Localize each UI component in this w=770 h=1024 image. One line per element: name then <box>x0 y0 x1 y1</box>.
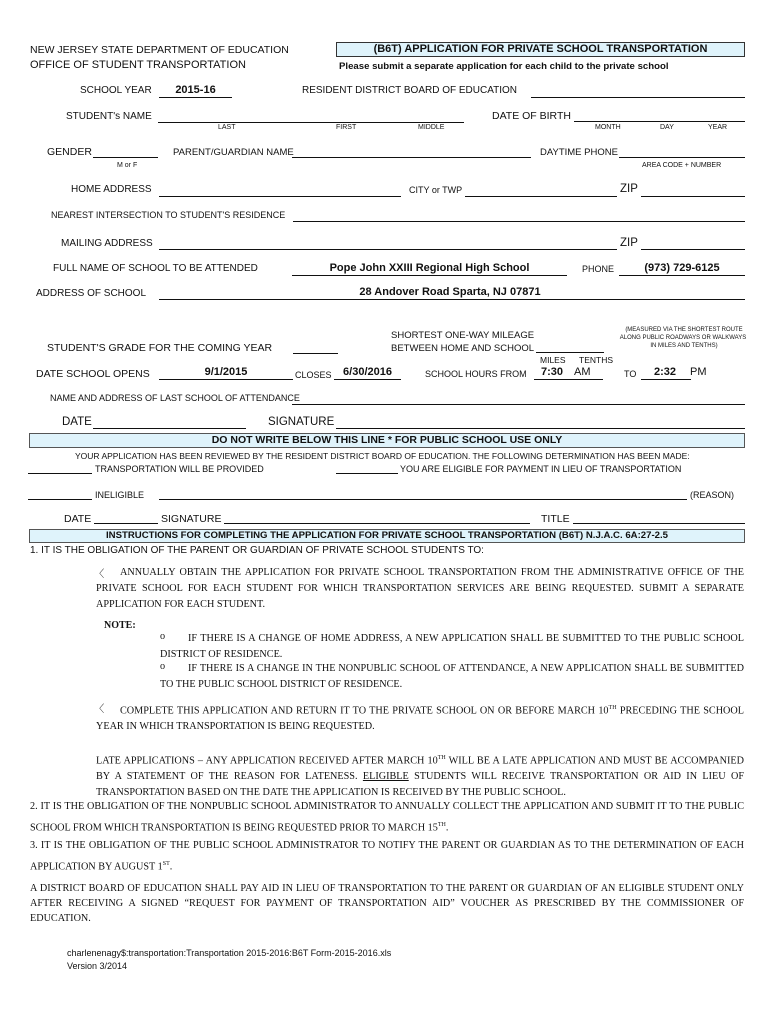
instructions-band: INSTRUCTIONS FOR COMPLETING THE APPLICATION FOR PRIVATE SCHOOL TRANSPORTATION (B6T) N.J.A.C. 6A:27-2.5 <box>29 529 745 543</box>
city-label: CITY or TWP <box>409 185 463 195</box>
school-year-label: SCHOOL YEAR <box>80 85 152 96</box>
mailing-address-label: MAILING ADDRESS <box>61 238 153 249</box>
parent-date-line[interactable] <box>93 428 246 429</box>
am-label: AM <box>574 366 591 378</box>
official-use-band: DO NOT WRITE BELOW THIS LINE * FOR PUBLIC SCHOOL USE ONLY <box>29 433 745 448</box>
instruction-item-1: 1. IT IS THE OBLIGATION OF THE PARENT OR GUARDIAN OF PRIVATE SCHOOL STUDENTS TO: <box>30 545 484 556</box>
students-name-label: STUDENT's NAME <box>66 111 152 122</box>
miles-caption: MILES <box>540 355 566 365</box>
footer-version: Version 3/2014 <box>67 961 128 971</box>
official-title-label: TITLE <box>541 513 570 525</box>
dob-day-caption: DAY <box>660 124 674 131</box>
school-phone-line <box>619 275 745 276</box>
parent-signature-label: SIGNATURE <box>268 416 335 428</box>
resident-district-label: RESIDENT DISTRICT BOARD OF EDUCATION <box>302 85 518 96</box>
gender-label: GENDER <box>47 146 92 158</box>
district-aid-paragraph: A DISTRICT BOARD OF EDUCATION SHALL PAY AID IN LIEU OF TRANSPORTATION TO THE PARENT OR GUARDIAN OF AN ELIGIBLE STUDENT ONLY AFTER RECEIVING A SIGNED “REQUEST FOR PAYMENT OF TRANSPORTATION AID” VOUCHER AS PRESCRIBED BY THE COMMISSIONER OF EDUCATION. <box>30 883 744 924</box>
official-title-line[interactable] <box>573 523 745 524</box>
phone-caption: AREA CODE + NUMBER <box>642 162 722 169</box>
office-name: OFFICE OF STUDENT TRANSPORTATION <box>30 59 246 71</box>
eligible-aid-label: YOU ARE ELIGIBLE FOR PAYMENT IN LIEU OF TRANSPORTATION <box>400 464 682 474</box>
note-item-1: IF THERE IS A CHANGE OF HOME ADDRESS, A NEW APPLICATION SHALL BE SUBMITTED TO THE PUBLIC SCHOOL DISTRICT OF RESIDENCE. <box>160 633 744 660</box>
home-address-line[interactable] <box>159 196 401 197</box>
parent-date-label: DATE <box>62 416 92 428</box>
eligible-aid-line[interactable] <box>336 473 398 474</box>
school-year-value[interactable]: 2015-16 <box>175 84 216 96</box>
mailing-address-line[interactable] <box>159 249 617 250</box>
last-name-caption: LAST <box>218 124 236 131</box>
bullet-icon-2: 〈 <box>94 704 105 715</box>
measured-note-1: (MEASURED VIA THE SHORTEST ROUTE <box>625 327 743 333</box>
closes-line <box>334 379 401 380</box>
intersection-label: NEAREST INTERSECTION TO STUDENT'S RESIDENCE <box>51 210 286 220</box>
footer-file-path: charlenenagy$:transportation:Transportation 2015-2016:B6T Form-2015-2016.xls <box>67 948 392 958</box>
parent-guardian-line[interactable] <box>292 157 531 158</box>
instruction-b1: ANNUALLY OBTAIN THE APPLICATION FOR PRIVATE SCHOOL TRANSPORTATION FROM THE ADMINISTRATIVE OFFICE OF THE PRIVATE SCHOOL FOR EACH STUDENT FOR WHICH TRANSPORTATION SERVICES ARE BEING REQUESTED. SUBMIT A SEPARATE APPLICATION FOR EACH STUDENT. <box>96 567 744 610</box>
daytime-phone-label: DAYTIME PHONE <box>540 147 618 158</box>
official-signature-line[interactable] <box>224 523 530 524</box>
official-signature-label: SIGNATURE <box>161 513 222 525</box>
parent-signature-line[interactable] <box>336 428 745 429</box>
daytime-phone-line[interactable] <box>619 157 745 158</box>
city-line[interactable] <box>465 196 617 197</box>
school-address-line <box>159 299 745 300</box>
official-date-line[interactable] <box>94 523 158 524</box>
dob-label: DATE OF BIRTH <box>492 110 571 122</box>
zip-line[interactable] <box>641 196 745 197</box>
form-subtitle: Please submit a separate application for each child to the private school <box>339 61 669 72</box>
ineligible-line[interactable] <box>28 499 92 500</box>
mailing-zip-label: ZIP <box>620 237 638 249</box>
school-phone-value[interactable]: (973) 729-6125 <box>644 262 720 274</box>
hours-to-value[interactable]: 2:32 <box>653 366 677 378</box>
hours-from-line <box>534 379 603 380</box>
parent-guardian-label: PARENT/GUARDIAN NAME <box>173 147 294 158</box>
school-address-label: ADDRESS OF SCHOOL <box>36 288 147 299</box>
provided-line[interactable] <box>28 473 92 474</box>
last-school-line[interactable] <box>292 404 745 405</box>
form-title: (B6T) APPLICATION FOR PRIVATE SCHOOL TRANSPORTATION <box>336 42 745 57</box>
school-phone-label: PHONE <box>582 264 615 274</box>
dob-month-caption: MONTH <box>595 124 621 131</box>
mileage-label-1: SHORTEST ONE-WAY MILEAGE <box>391 330 535 341</box>
circle-bullet-icon-2: o <box>160 661 166 672</box>
gender-line[interactable] <box>93 157 158 158</box>
date-opens-value[interactable]: 9/1/2015 <box>204 366 248 378</box>
dob-line[interactable] <box>574 121 745 122</box>
hours-to-line <box>641 379 691 380</box>
closes-label: CLOSES <box>295 370 332 380</box>
bullet-icon: 〈 <box>94 569 105 580</box>
date-opens-line <box>159 379 293 380</box>
note-item-2: IF THERE IS A CHANGE IN THE NONPUBLIC SCHOOL OF ATTENDANCE, A NEW APPLICATION SHALL BE SUBMITTED TO THE PUBLIC SCHOOL DISTRICT OF RESIDENCE. <box>160 663 744 690</box>
first-name-caption: FIRST <box>336 124 357 131</box>
home-address-label: HOME ADDRESS <box>71 184 152 195</box>
school-hours-label: SCHOOL HOURS FROM <box>425 369 527 379</box>
last-school-label: NAME AND ADDRESS OF LAST SCHOOL OF ATTENDANCE <box>50 393 300 403</box>
department-name: NEW JERSEY STATE DEPARTMENT OF EDUCATION <box>30 44 289 56</box>
resident-district-line[interactable] <box>531 97 745 98</box>
pm-label: PM <box>690 366 707 378</box>
middle-name-caption: MIDDLE <box>418 124 445 131</box>
measured-note-2: ALONG PUBLIC ROADWAYS OR WALKWAYS <box>619 335 747 341</box>
students-name-line[interactable] <box>158 122 464 123</box>
ineligible-label: INELIGIBLE <box>95 490 145 500</box>
school-address-value[interactable]: 28 Andover Road Sparta, NJ 07871 <box>359 286 541 298</box>
reason-line[interactable] <box>159 499 687 500</box>
to-label: TO <box>624 369 637 379</box>
school-year-line <box>159 97 232 98</box>
school-name-label: FULL NAME OF SCHOOL TO BE ATTENDED <box>53 263 258 274</box>
instruction-b2: COMPLETE THIS APPLICATION AND RETURN IT TO THE PRIVATE SCHOOL ON OR BEFORE MARCH 10TH PRECEDING THE SCHOOL YEAR IN WHICH TRANSPORTATION IS BEING REQUESTED. <box>96 705 744 733</box>
circle-bullet-icon: o <box>160 631 166 642</box>
tenths-caption: TENTHS <box>579 355 613 365</box>
date-opens-label: DATE SCHOOL OPENS <box>36 368 150 380</box>
school-name-line <box>292 275 567 276</box>
school-name-value[interactable]: Pope John XXIII Regional High School <box>329 262 530 274</box>
reason-label: (REASON) <box>690 490 735 500</box>
note-label: NOTE: <box>104 620 136 631</box>
review-notice: YOUR APPLICATION HAS BEEN REVIEWED BY THE RESIDENT DISTRICT BOARD OF EDUCATION. THE FOLLOWING DETERMINATION HAS BEEN MADE: <box>75 451 690 461</box>
dob-year-caption: YEAR <box>708 124 728 131</box>
closes-value[interactable]: 6/30/2016 <box>343 366 392 378</box>
gender-caption: M or F <box>117 162 138 169</box>
transport-provided-label: TRANSPORTATION WILL BE PROVIDED <box>95 464 264 474</box>
intersection-line[interactable] <box>293 221 745 222</box>
official-date-label: DATE <box>64 513 92 525</box>
zip-label: ZIP <box>620 183 638 195</box>
measured-note-3: IN MILES AND TENTHS) <box>650 343 718 349</box>
instruction-item-3: 3. IT IS THE OBLIGATION OF THE PUBLIC SCHOOL ADMINISTRATOR TO NOTIFY THE PARENT OR GUARDIAN AS TO THE DETERMINATION OF EACH APPLICATION BY AUGUST 1ST. <box>30 840 744 873</box>
mileage-label-2: BETWEEN HOME AND SCHOOL <box>391 343 535 354</box>
mileage-line[interactable] <box>536 352 604 353</box>
grade-line[interactable] <box>293 353 338 354</box>
hours-from-value[interactable]: 7:30 <box>540 366 564 378</box>
late-applications: LATE APPLICATIONS – ANY APPLICATION RECEIVED AFTER MARCH 10TH WILL BE A LATE APPLICATION AND MUST BE ACCOMPANIED BY A STATEMENT OF THE REASON FOR LATENESS. ELIGIBLE STUDENTS WILL RECEIVE TRANSPORTATION OR AID IN LIEU OF TRANSPORTATION BASED ON THE DATE THE APPLICATION IS RECEIVED BY THE PUBLIC SCHOOL. <box>96 755 744 799</box>
grade-label: STUDENT'S GRADE FOR THE COMING YEAR <box>47 342 273 354</box>
instruction-item-2: 2. IT IS THE OBLIGATION OF THE NONPUBLIC SCHOOL ADMINISTRATOR TO ANNUALLY COLLECT THE APPLICATION AND SUBMIT IT TO THE PUBLIC SCHOOL FROM WHICH TRANSPORTATION IS BEING REQUESTED PRIOR TO MARCH 15TH. <box>30 801 744 834</box>
mailing-zip-line[interactable] <box>641 249 745 250</box>
